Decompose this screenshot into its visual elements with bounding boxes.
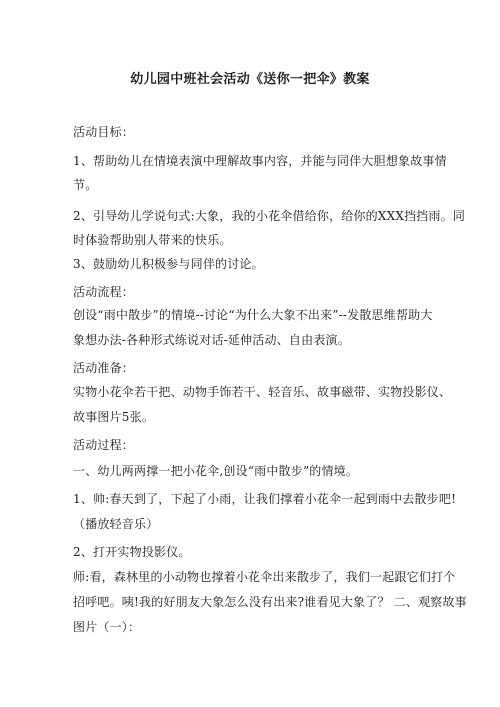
paragraph-line: 师:看，森林里的小动物也撑着小花伞出来散步了，我们一起跟它们打个 — [73, 570, 456, 584]
paragraph-line: 2、打开实物投影仪。 — [73, 545, 191, 559]
paragraph-line: 时体验帮助别人带来的快乐。 — [73, 233, 232, 247]
document-title: 幼儿园中班社会活动《送你一把伞》教案 — [130, 72, 370, 87]
paragraph-line: 1、帅:春天到了，下起了小雨，让我们撑着小花伞一起到雨中去散步吧! — [73, 492, 457, 506]
paragraph-line: （播放轻音乐） — [73, 517, 159, 531]
paragraph-line: 一、幼儿两两撑一把小花伞,创设“雨中散步”的情境。 — [73, 464, 359, 478]
paragraph-line: 实物小花伞若干把、动物手饰若干、轻音乐、故事磁带、实物投影仪、 — [73, 385, 452, 399]
paragraph-line: 象想办法-各种形式练说对话-延伸活动、自由表演。 — [73, 333, 350, 347]
paragraph-line: 2、引导幼儿学说句式:大象，我的小花伞借给你，给你的XXX挡挡雨。同 — [73, 209, 466, 223]
paragraph-line: 节。 — [73, 178, 98, 192]
section-heading-preparation: 活动准备： — [73, 361, 135, 375]
section-heading-flow: 活动流程： — [73, 285, 135, 299]
paragraph-line: 3、鼓励幼儿积极参与同伴的讨论。 — [73, 257, 264, 271]
section-heading-goals: 活动目标： — [73, 125, 135, 139]
paragraph-line: 创设“雨中散步”的情境--讨论“为什么大象不出来”--发散思维帮助大 — [73, 308, 433, 322]
paragraph-line: 招呼吧。咦!我的好朋友大象怎么没有出来?谁看见大象了？ 二、观察故事 — [73, 595, 467, 609]
section-heading-process: 活动过程： — [73, 438, 135, 452]
paragraph-line: 故事图片5张。 — [73, 410, 155, 424]
paragraph-line: 1、帮助幼儿在情境表演中理解故事内容，并能与同伴大胆想象故事情 — [73, 154, 447, 168]
paragraph-line: 图片（一）： — [73, 620, 141, 634]
